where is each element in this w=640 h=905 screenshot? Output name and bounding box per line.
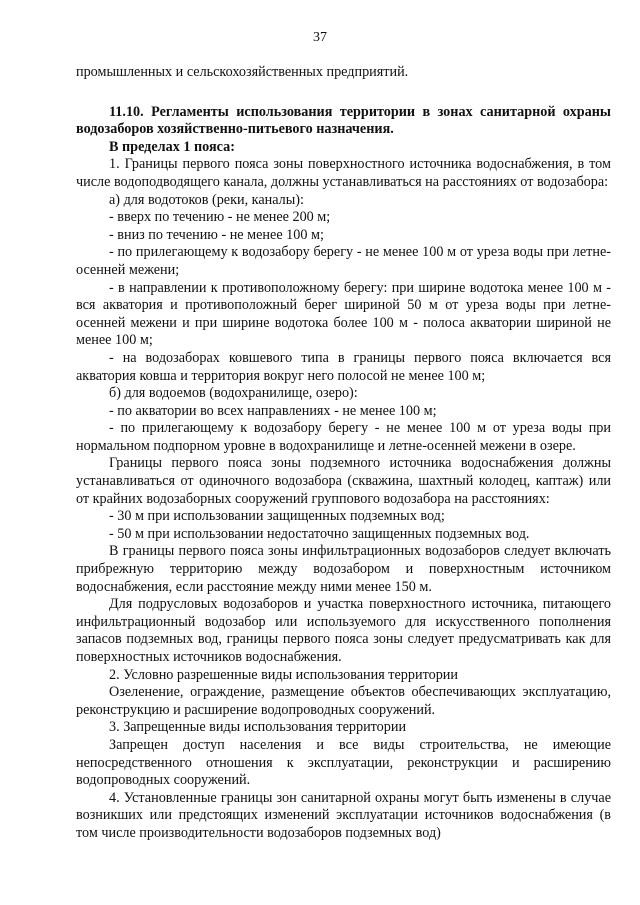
paragraph: - вниз по течению - не менее 100 м; bbox=[109, 226, 324, 243]
paragraph: - в направлении к противоположному берегу: при ширине водотока менее 100 м - вся акватория и противоположный берег шириной 50 м от уреза воды при летне-осенней межени и при ширине водотока более 100 м - полоса акватории шириной не менее 100 м; bbox=[76, 279, 611, 349]
paragraph: - по акватории во всех направлениях - не менее 100 м; bbox=[109, 402, 437, 419]
paragraph: - вверх по течению - не менее 200 м; bbox=[109, 209, 331, 226]
paragraph: 4. Установленные границы зон санитарной охраны могут быть изменены в случае возникших или предстоящих изменений эксплуатации источников водоснабжения (в том числе производительности водозаборов подземных вод) bbox=[76, 789, 611, 841]
paragraph: - на водозаборах ковшевого типа в границы первого пояса включается вся акватория ковша и территория вокруг него полосой не менее 100 м; bbox=[76, 349, 611, 384]
paragraph: 1. Границы первого пояса зоны поверхностного источника водоснабжения, в том числе водоподводящего канала, должны устанавливаться на расстояниях от водозабора: bbox=[76, 156, 611, 190]
page-number: 37 bbox=[313, 30, 327, 45]
paragraph: Озеленение, ограждение, размещение объектов обеспечивающих эксплуатацию, реконструкцию и расширение водопроводных сооружений. bbox=[76, 684, 611, 718]
paragraph: Границы первого пояса зоны подземного источника водоснабжения должны устанавливаться от одиночного водозабора (скважина, шахтный колодец, каптаж) или от крайних водозаборных сооружений группового водозабора на расстояниях: bbox=[76, 455, 611, 507]
paragraph: 3. Запрещенные виды использования территории bbox=[109, 719, 407, 736]
paragraph: а) для водотоков (реки, каналы): bbox=[109, 191, 304, 208]
paragraph: б) для водоемов (водохранилище, озеро): bbox=[109, 385, 358, 402]
subheading: В пределах 1 пояса: bbox=[109, 138, 235, 155]
paragraph: - 50 м при использовании недостаточно защищенных подземных вод. bbox=[109, 525, 530, 542]
paragraph: 2. Условно разрешенные виды использования территории bbox=[109, 666, 458, 683]
intro-line: промышленных и сельскохозяйственных предприятий. bbox=[76, 64, 409, 80]
paragraph: Для подрусловых водозаборов и участка поверхностного источника, питающего инфильтрационный водозабор или используемого для искусственного пополнения запасов подземных вод, границы первого пояса зоны следует предусматривать как для поверхностных источников водоснабжения. bbox=[76, 596, 611, 665]
paragraph: - по прилегающему к водозабору берегу - не менее 100 м от уреза воды при летне-осенней межени; bbox=[76, 244, 611, 278]
section-heading: 11.10. Регламенты использования территории в зонах санитарной охраны водозаборов хозяйственно-питьевого назначения. bbox=[76, 103, 611, 138]
paragraph: Запрещен доступ населения и все виды строительства, не имеющие непосредственного отношения к эксплуатации, реконструкции и расширению водопроводных сооружений. bbox=[76, 736, 611, 789]
paragraph: В границы первого пояса зоны инфильтрационных водозаборов следует включать прибрежную территорию между водозабором и поверхностным источником водоснабжения, если расстояние между ними менее 150 м. bbox=[76, 543, 611, 595]
paragraph: - 30 м при использовании защищенных подземных вод; bbox=[109, 508, 445, 525]
paragraph: - по прилегающему к водозабору берегу - не менее 100 м от уреза воды при нормальном подпорном уровне в водохранилище и летне-осенней межени в озере. bbox=[76, 420, 611, 454]
document-body bbox=[76, 64, 611, 843]
